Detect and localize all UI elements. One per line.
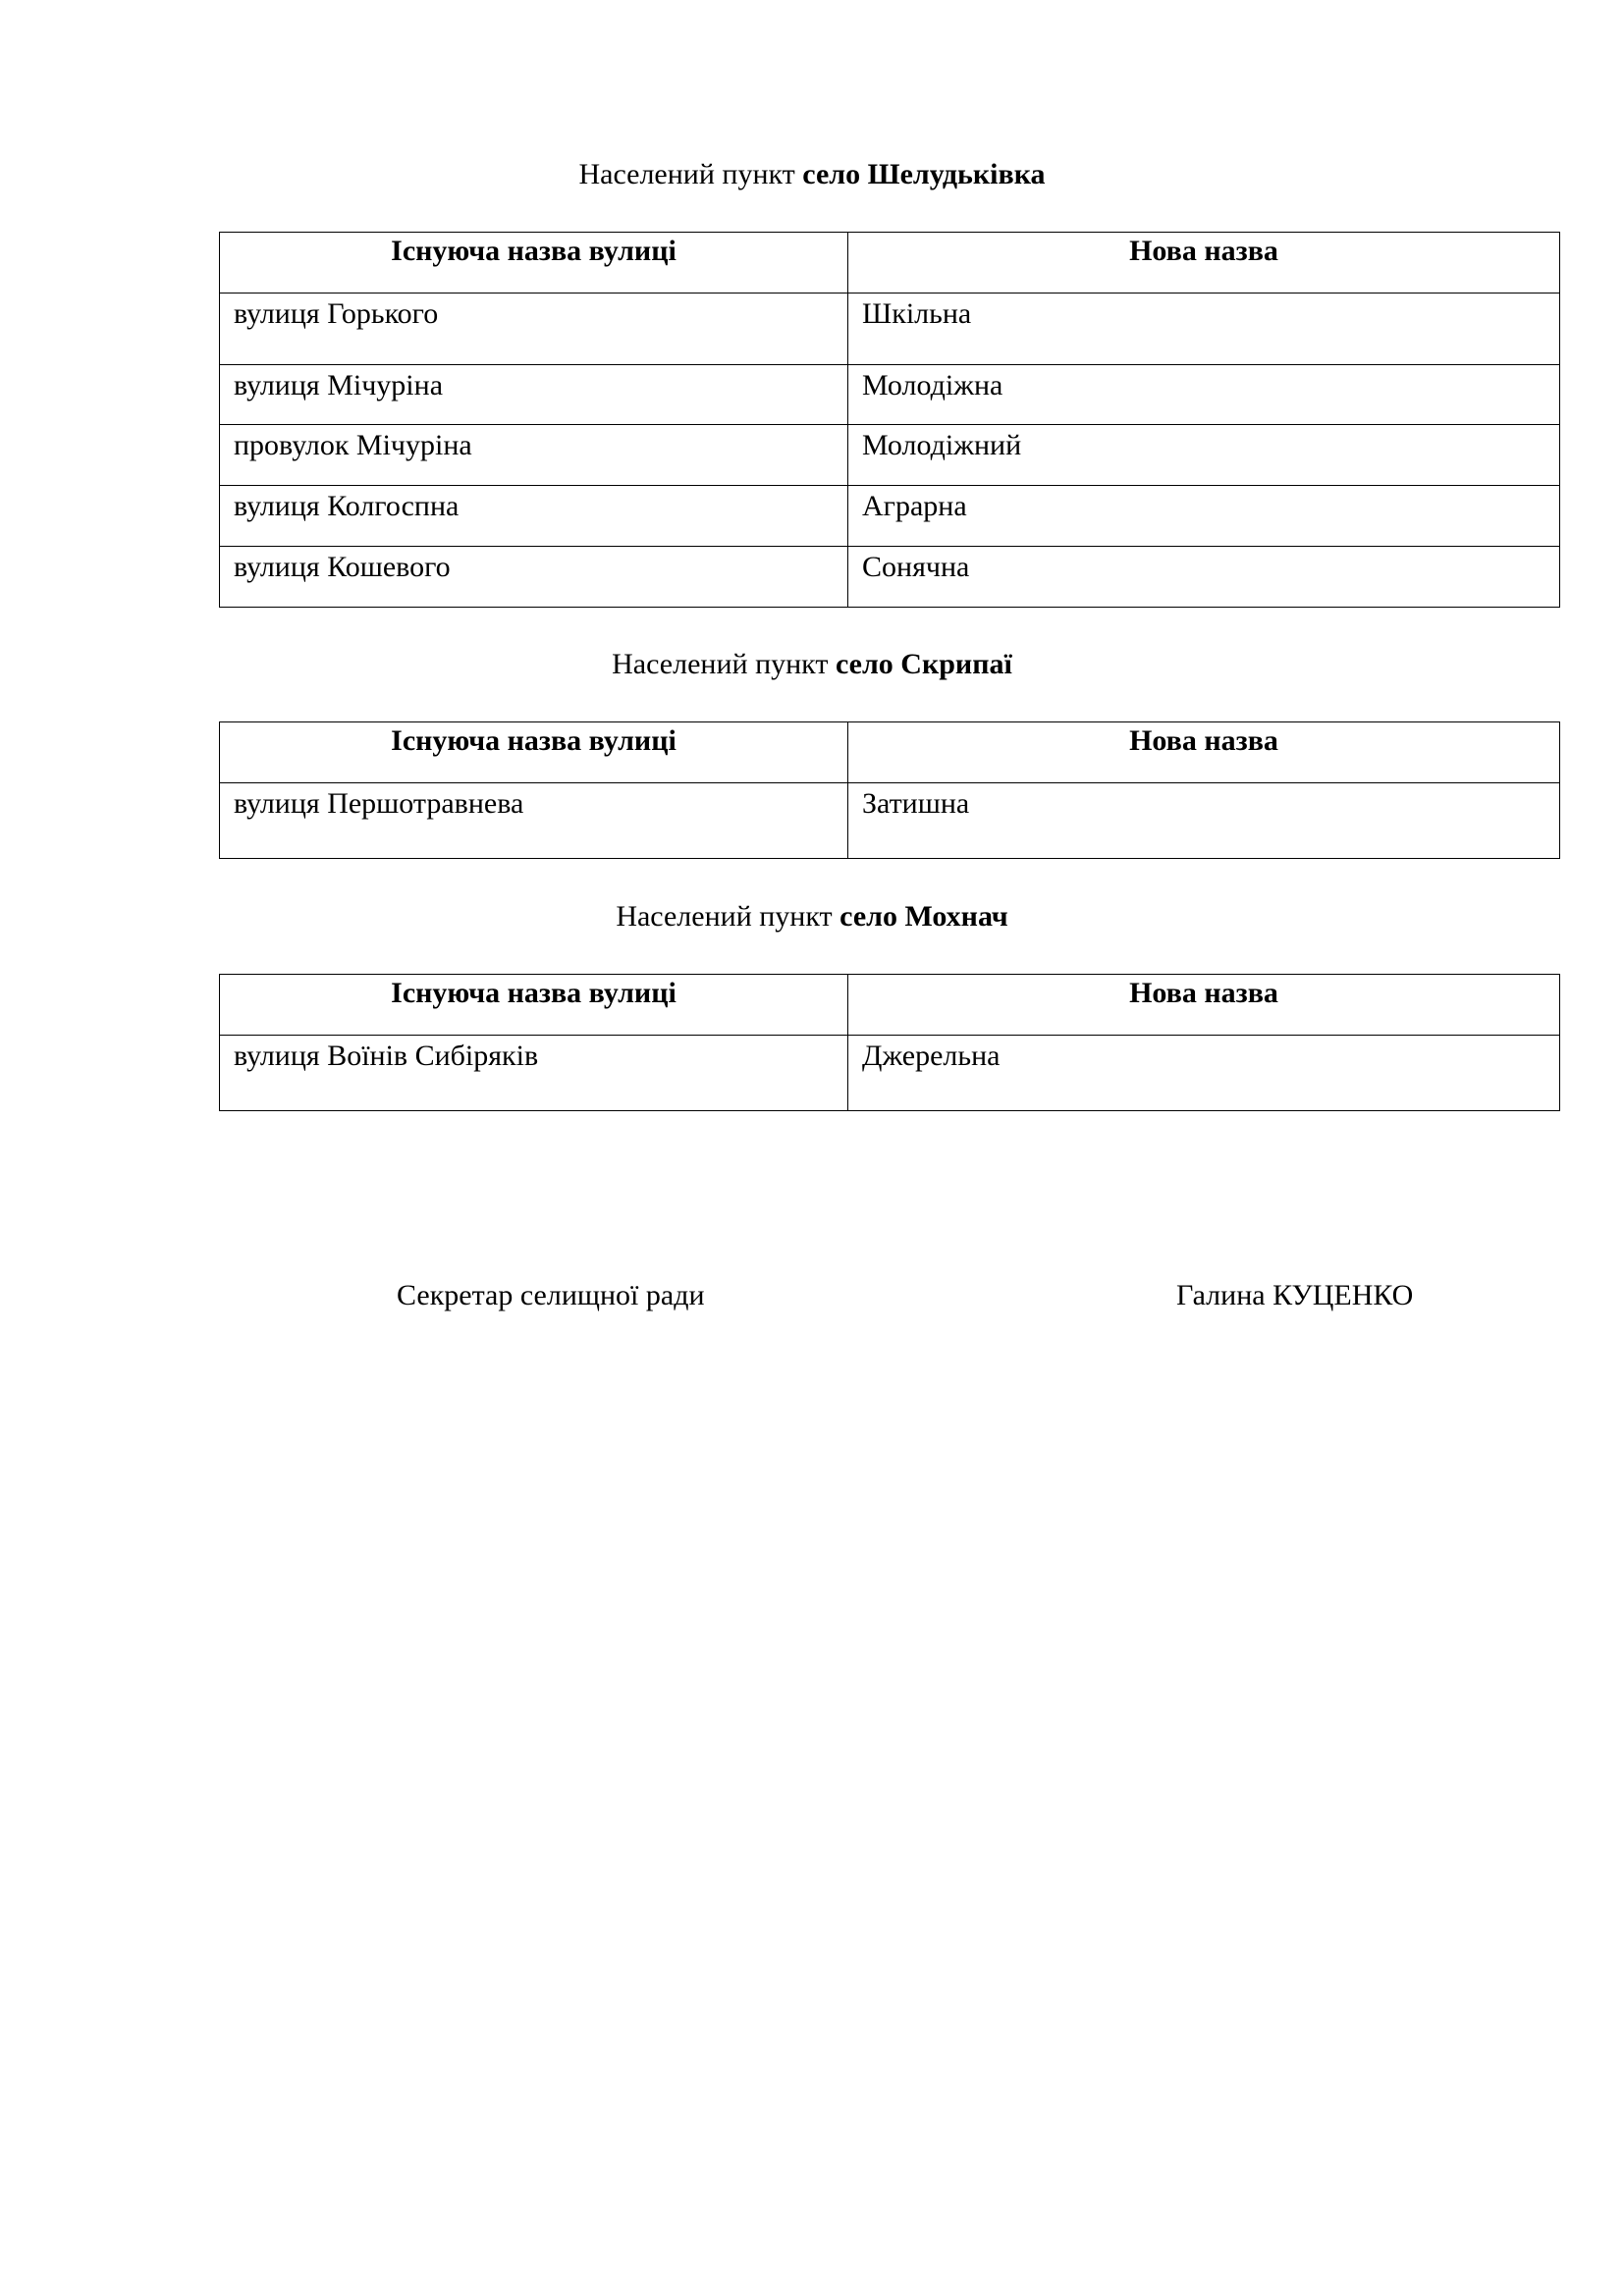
new-street-name: Сонячна [848,547,1560,608]
header-new-name: Нова назва [848,722,1560,783]
header-new-name: Нова назва [848,975,1560,1036]
section-heading-skrypai [0,647,1624,682]
heading-village-name: село Мохнач [839,900,1008,933]
table-row [220,1036,1560,1111]
new-street-name: Молодіжний [848,425,1560,486]
street-rename-table-skrypai [219,721,1560,859]
existing-street-name: вулиця Кошевого [220,547,848,608]
table-header-row [220,975,1560,1036]
header-existing-name: Існуюча назва вулиці [220,975,848,1036]
header-new-name: Нова назва [848,233,1560,294]
heading-prefix: Населений пункт [612,648,829,680]
new-street-name: Молодіжна [848,365,1560,425]
existing-street-name: вулиця Воїнів Сибіряків [220,1036,848,1111]
existing-street-name: вулиця Мічуріна [220,365,848,425]
signature-position: Секретар селищної ради [397,1279,705,1311]
new-street-name: Джерельна [848,1036,1560,1111]
new-street-name: Аграрна [848,486,1560,547]
heading-village-name: село Шелудьківка [802,158,1046,190]
street-rename-table-mokhnach [219,974,1560,1111]
table-header-row [220,722,1560,783]
heading-prefix: Населений пункт [616,900,833,933]
heading-prefix: Населений пункт [578,158,795,190]
table-row [220,783,1560,859]
existing-street-name: вулиця Горького [220,294,848,365]
new-street-name: Затишна [848,783,1560,859]
street-rename-table-sheludkivka [219,232,1560,608]
table-row [220,365,1560,425]
section-heading-sheludkivka [0,157,1624,192]
existing-street-name: провулок Мічуріна [220,425,848,486]
signature-name: Галина КУЦЕНКО [1176,1279,1414,1311]
new-street-name: Шкільна [848,294,1560,365]
table-row [220,547,1560,608]
header-existing-name: Існуюча назва вулиці [220,722,848,783]
existing-street-name: вулиця Колгоспна [220,486,848,547]
section-heading-mokhnach [0,899,1624,934]
table-row [220,486,1560,547]
header-existing-name: Існуюча назва вулиці [220,233,848,294]
existing-street-name: вулиця Першотравнева [220,783,848,859]
table-row [220,425,1560,486]
table-row [220,294,1560,365]
table-header-row [220,233,1560,294]
heading-village-name: село Скрипаї [835,648,1012,680]
